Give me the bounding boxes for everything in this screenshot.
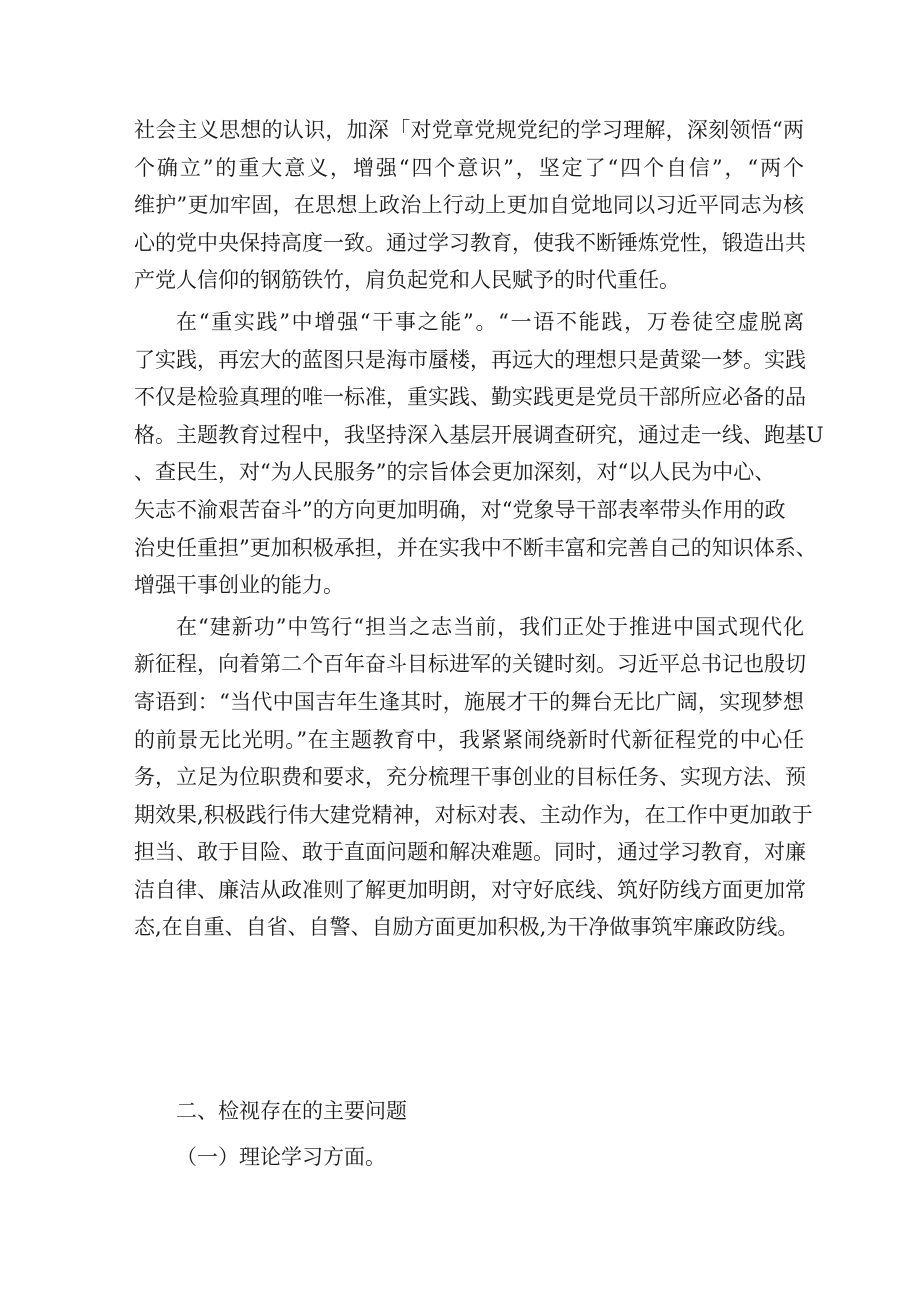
text-line: 增强干事创业的能力。 <box>134 573 344 598</box>
text-line: 新征程，向着第二个百年奋斗目标进军的关键时刻。习近平总书记也殷切 <box>134 652 806 677</box>
text-line: 维护”更加牢固，在思想上政治上行动上更加自觉地同以习近平同志为核 <box>134 193 804 218</box>
text-line: 担当、敢于目险、敢于直面问题和解决难题。同时，通过学习教育，对廉 <box>134 840 806 865</box>
text-line: 在“重实践”中增强“干事之能”。“一语不能践，万卷徒空虚脱离 <box>176 309 804 334</box>
text-line: 、查民生，对“为人民服务”的宗旨体会更加深刻，对“以人民为中心、 <box>134 460 776 485</box>
text-line: 不仅是检验真理的唯一标准，重实践、勤实践更是党员干部所应必备的品 <box>134 385 806 410</box>
text-line: 产党人信仰的钢筋铁竹，肩负起党和人民赋予的时代重任。 <box>134 268 680 293</box>
subsection-heading: （一）理论学习方面。 <box>176 1145 386 1169</box>
paragraph-2 <box>134 304 824 605</box>
body-text <box>134 112 824 947</box>
text-line: 个确立”的重大意义，增强“四个意识”，坚定了“四个自信”，“两个 <box>134 155 804 180</box>
text-line: 务，立足为位职费和要求，充分梳理干事创业的目标任务、实现方法、预 <box>134 765 806 790</box>
text-line: 寄语到：“当代中国吉年生逢其时，施展才干的舞台无比广阔，实现梦想 <box>134 689 804 714</box>
paragraph-1 <box>134 112 804 300</box>
text-line: 治史任重担”更加积极承担，并在实我中不断丰富和完善自己的知识体系、 <box>134 535 817 560</box>
text-line: 心的党中央保持高度一致。通过学习教育，使我不断锤炼党性，锻造出共 <box>134 230 806 255</box>
text-line: 在“建新功”中笃行“担当之志当前，我们正处于推进中国式现代化 <box>176 614 804 639</box>
paragraph-3 <box>134 609 813 947</box>
text-line: 矢志不渝艰苦奋斗”的方向更加明确，对“党象导干部表率带头作用的政 <box>134 497 786 522</box>
text-line: 格。主题教育过程中，我坚持深入基层开展调查研究，通过走一线、跑基U <box>134 422 824 447</box>
text-line: 的前景无比光明。”在主题教育中，我紧紧闹绕新时代新征程党的中心任 <box>134 727 804 752</box>
text-line: 社会主义思想的认识，加深「对党章党规党纪的学习理解，深刻领悟“两 <box>134 118 804 142</box>
section-heading: 二、检视存在的主要问题 <box>176 1099 407 1123</box>
text-line: 了实践，再宏大的蓝图只是海市蜃楼，再远大的理想只是黄粱一梦。实践 <box>134 347 806 372</box>
text-line: 态,在自重、自省、自警、自励方面更加积极,为干净做事筑牢廉政防线。 <box>134 915 799 940</box>
text-line: 期效果,积极践行伟大建党精神，对标对表、主动作为，在工作中更加敢于 <box>134 802 813 827</box>
text-line: 洁自律、廉洁从政准则了解更加明朗，对守好底线、筑好防线方面更加常 <box>134 877 806 902</box>
